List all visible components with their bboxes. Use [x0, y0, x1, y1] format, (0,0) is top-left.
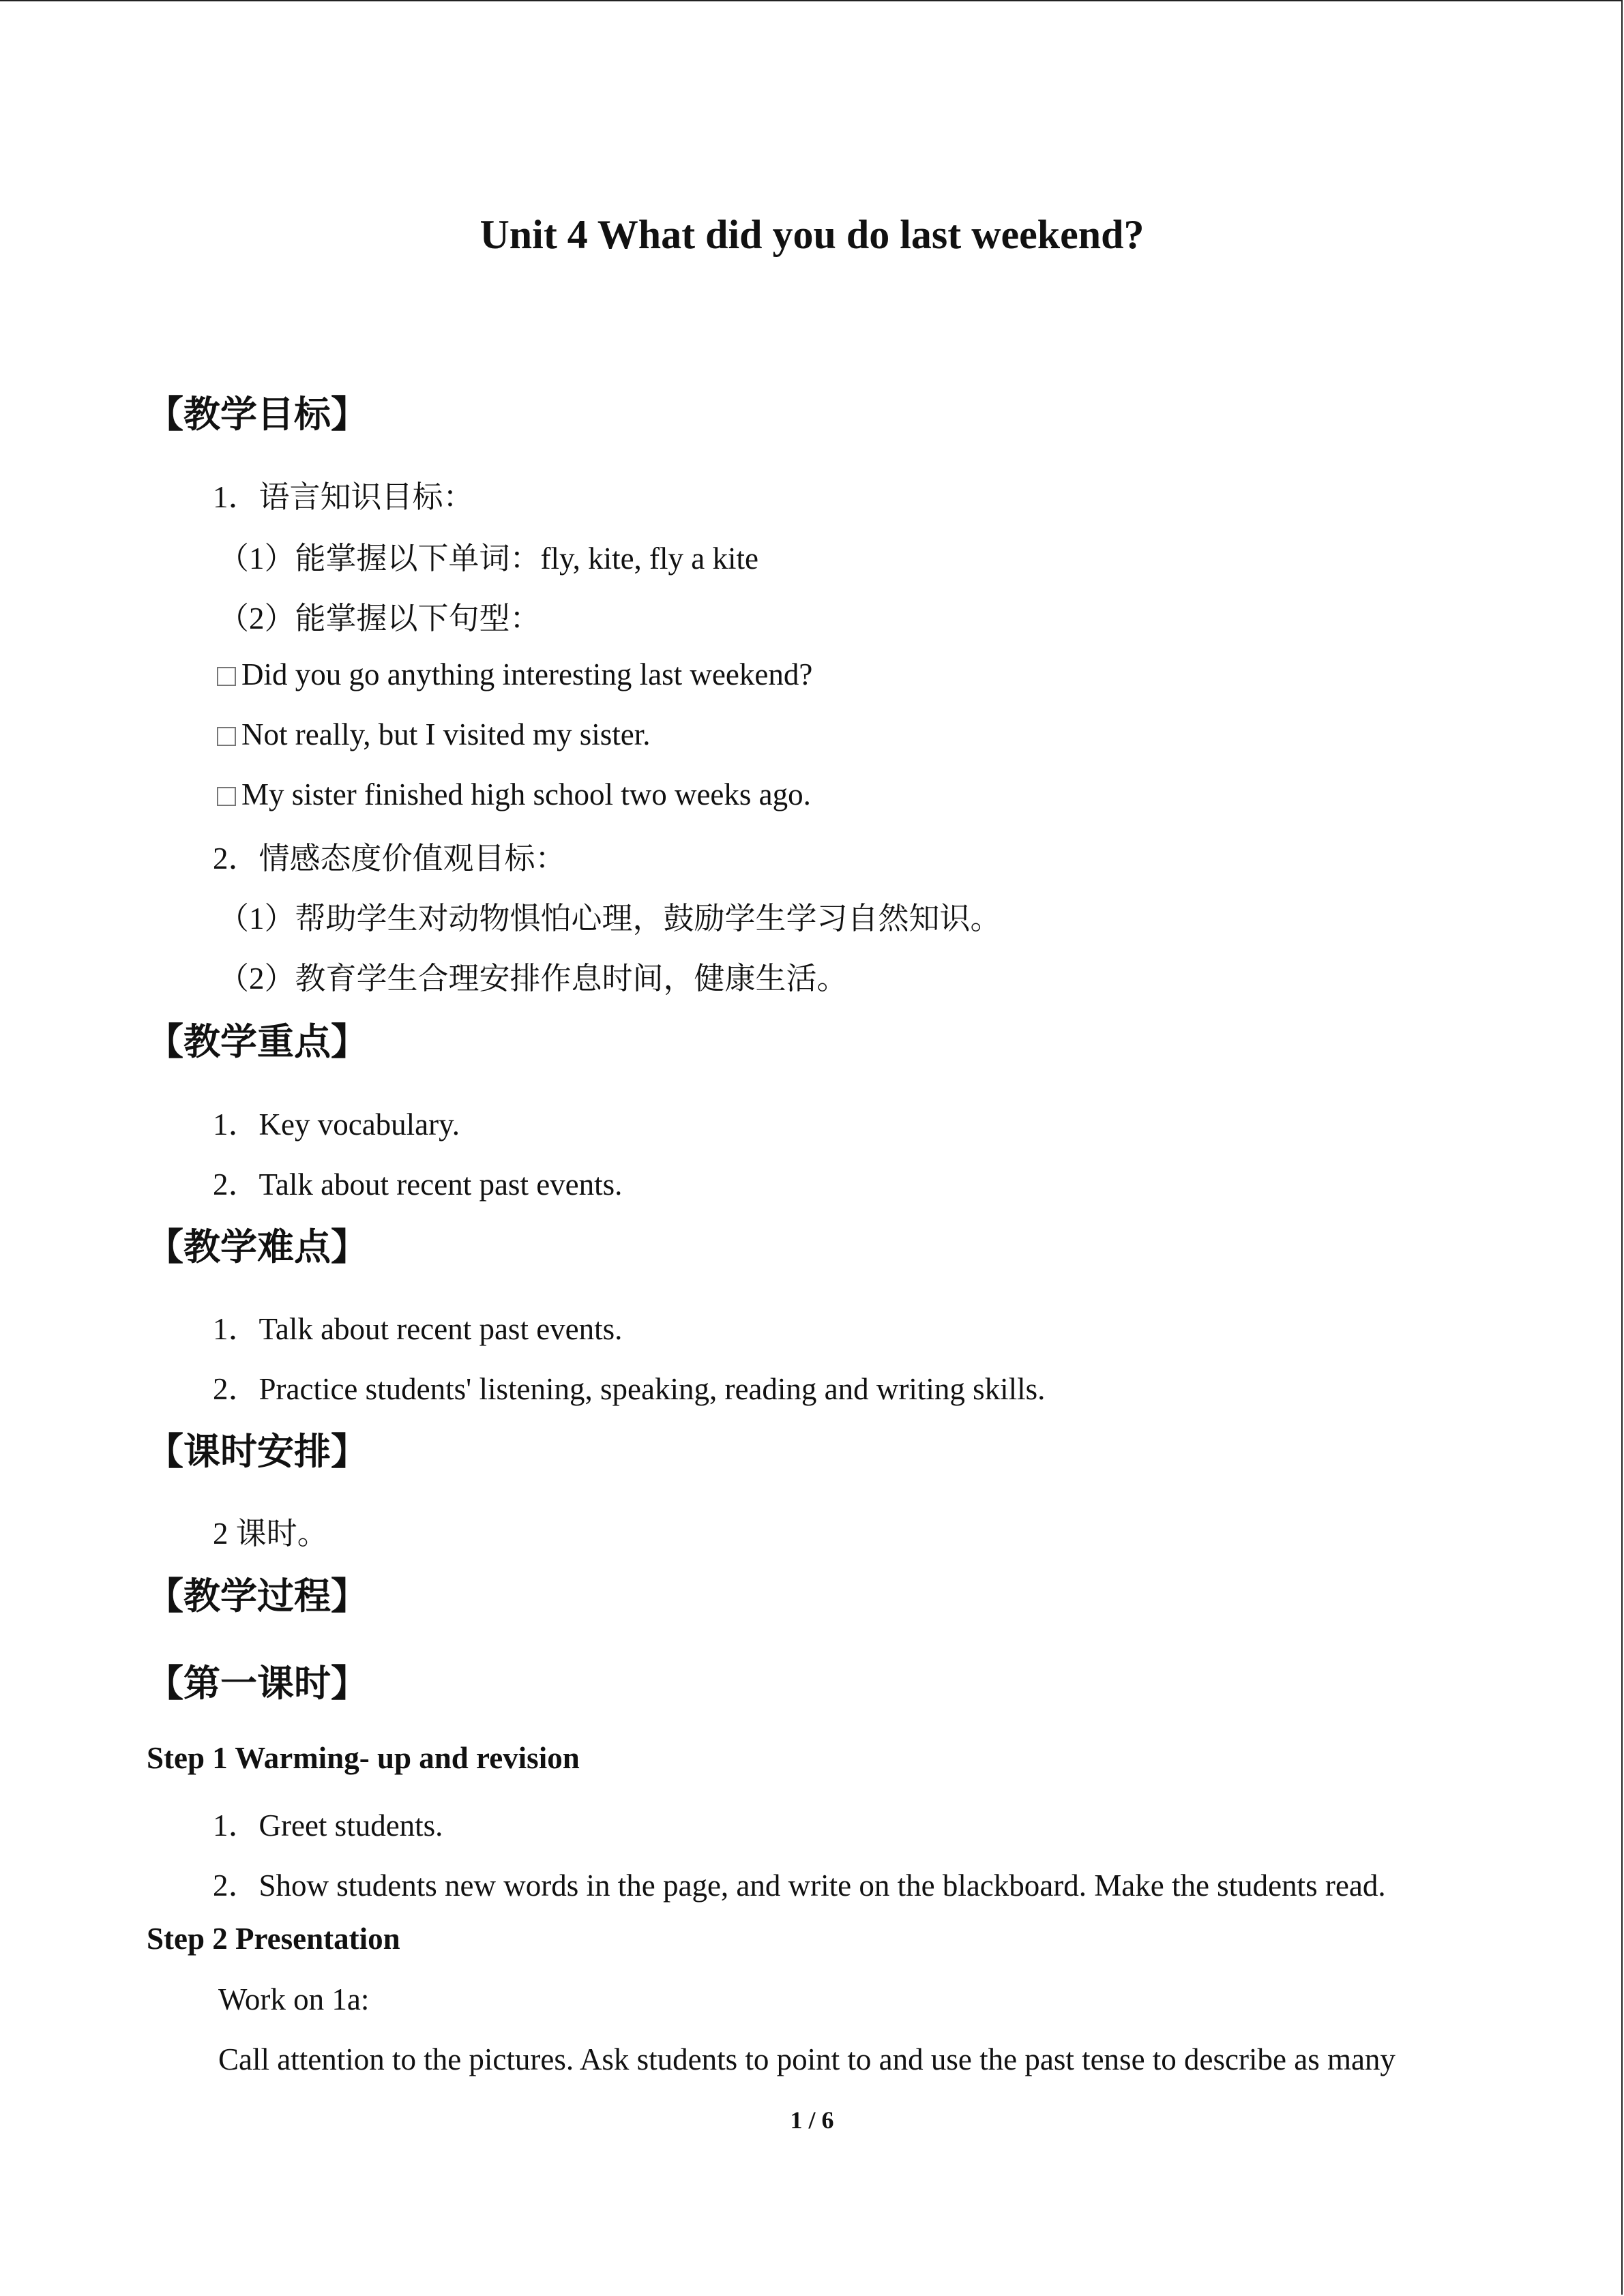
sentence-text: My sister finished high school two weeks ago.: [241, 777, 811, 811]
step2-title: Step 2 Presentation: [147, 1922, 400, 1956]
checkbox-glyph: [217, 787, 236, 806]
sentence-item: [217, 657, 812, 692]
step2-work: Work on 1a:: [218, 1982, 370, 2016]
section-heading-objectives: 【教学目标】: [147, 394, 368, 435]
section-heading-process: 【教学过程】: [147, 1576, 368, 1617]
key-point-item: 2．Talk about recent past events.: [213, 1167, 623, 1202]
difficulty-item: 2．Practice students' listening, speaking, reading and writing skills.: [213, 1372, 1046, 1406]
page-title: Unit 4 What did you do last weekend?: [479, 212, 1145, 257]
objective-emotion: 2．情感态度价值观目标：: [213, 841, 566, 876]
checkbox-glyph: [217, 727, 236, 746]
objective-language-words: （1）能掌握以下单词：fly, kite, fly a kite: [218, 541, 758, 576]
section-heading-difficulties: 【教学难点】: [147, 1227, 368, 1268]
objective-emotion-1: （1）帮助学生对动物惧怕心理，鼓励学生学习自然知识。: [218, 901, 1001, 936]
schedule-text: 2 课时。: [213, 1517, 328, 1551]
page-number: 1 / 6: [790, 2106, 834, 2134]
sentence-item: [217, 777, 811, 812]
difficulty-item: 1．Talk about recent past events.: [213, 1312, 623, 1346]
section-heading-key-points: 【教学重点】: [147, 1022, 368, 1062]
checkbox-glyph: [217, 667, 236, 686]
sentence-text: Did you go anything interesting last weekend?: [241, 657, 813, 691]
step1-item: 2．Show students new words in the page, and write on the blackboard. Make the students read.: [213, 1868, 1386, 1903]
step1-title: Step 1 Warming- up and revision: [147, 1741, 580, 1775]
objective-language: 1．语言知识目标：: [213, 480, 474, 514]
section-heading-schedule: 【课时安排】: [147, 1431, 368, 1472]
step1-item: 1．Greet students.: [213, 1808, 443, 1843]
sentence-text: Not really, but I visited my sister.: [241, 717, 651, 751]
objective-language-sentences: （2）能掌握以下句型：: [218, 601, 541, 636]
key-point-item: 1．Key vocabulary.: [213, 1107, 460, 1142]
section-heading-lesson1: 【第一课时】: [147, 1663, 368, 1704]
sentence-item: [217, 717, 651, 752]
step2-text: Call attention to the pictures. Ask students to point to and use the past tense to describe as many: [218, 2042, 1396, 2076]
objective-emotion-2: （2）教育学生合理安排作息时间，健康生活。: [218, 961, 848, 996]
